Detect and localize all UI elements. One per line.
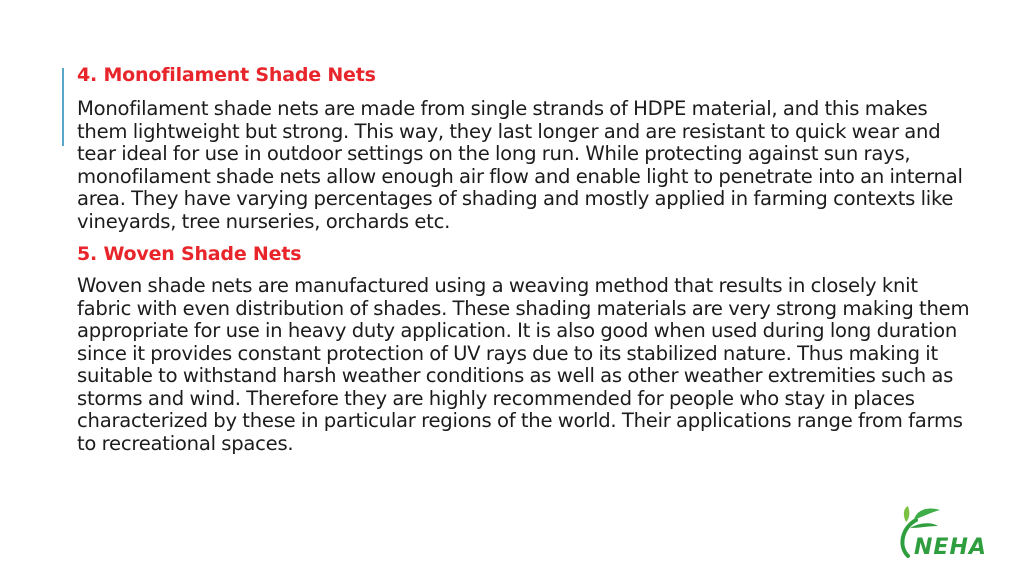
accent-bar <box>62 68 64 146</box>
section-heading-monofilament: 4. Monofilament Shade Nets <box>77 64 376 86</box>
section-body-woven: Woven shade nets are manufactured using a weaving method that results in closely knit fabric with even distribution of shades. These shading materials are very strong making them appropriate for use in heavy duty application. It is also good when used during long duration since it provides constant protection of UV rays due to its stabilized nature. Thus making it suitable to withstand harsh weather conditions as well as other weather extremities such as storms and wind. Therefore they are highly recommended for people who stay in places characterized by these in particular regions of the world. Their applications range from farms to recreational spaces. <box>77 274 970 455</box>
document-content <box>77 62 977 455</box>
section-heading-woven: 5. Woven Shade Nets <box>77 243 302 265</box>
neha-logo <box>894 506 1006 566</box>
logo-text: NEHA <box>914 535 987 560</box>
section-body-monofilament: Monofilament shade nets are made from single strands of HDPE material, and this makes them lightweight but strong. This way, they last longer and are resistant to quick wear and tear ideal for use in outdoor settings on the long run. While protecting against sun rays, monofilament shade nets allow enough air flow and enable light to penetrate into an internal area. They have varying percentages of shading and mostly applied in farming contexts like vineyards, tree nurseries, orchards etc. <box>77 97 963 233</box>
leaf-logo-icon <box>894 506 1006 566</box>
